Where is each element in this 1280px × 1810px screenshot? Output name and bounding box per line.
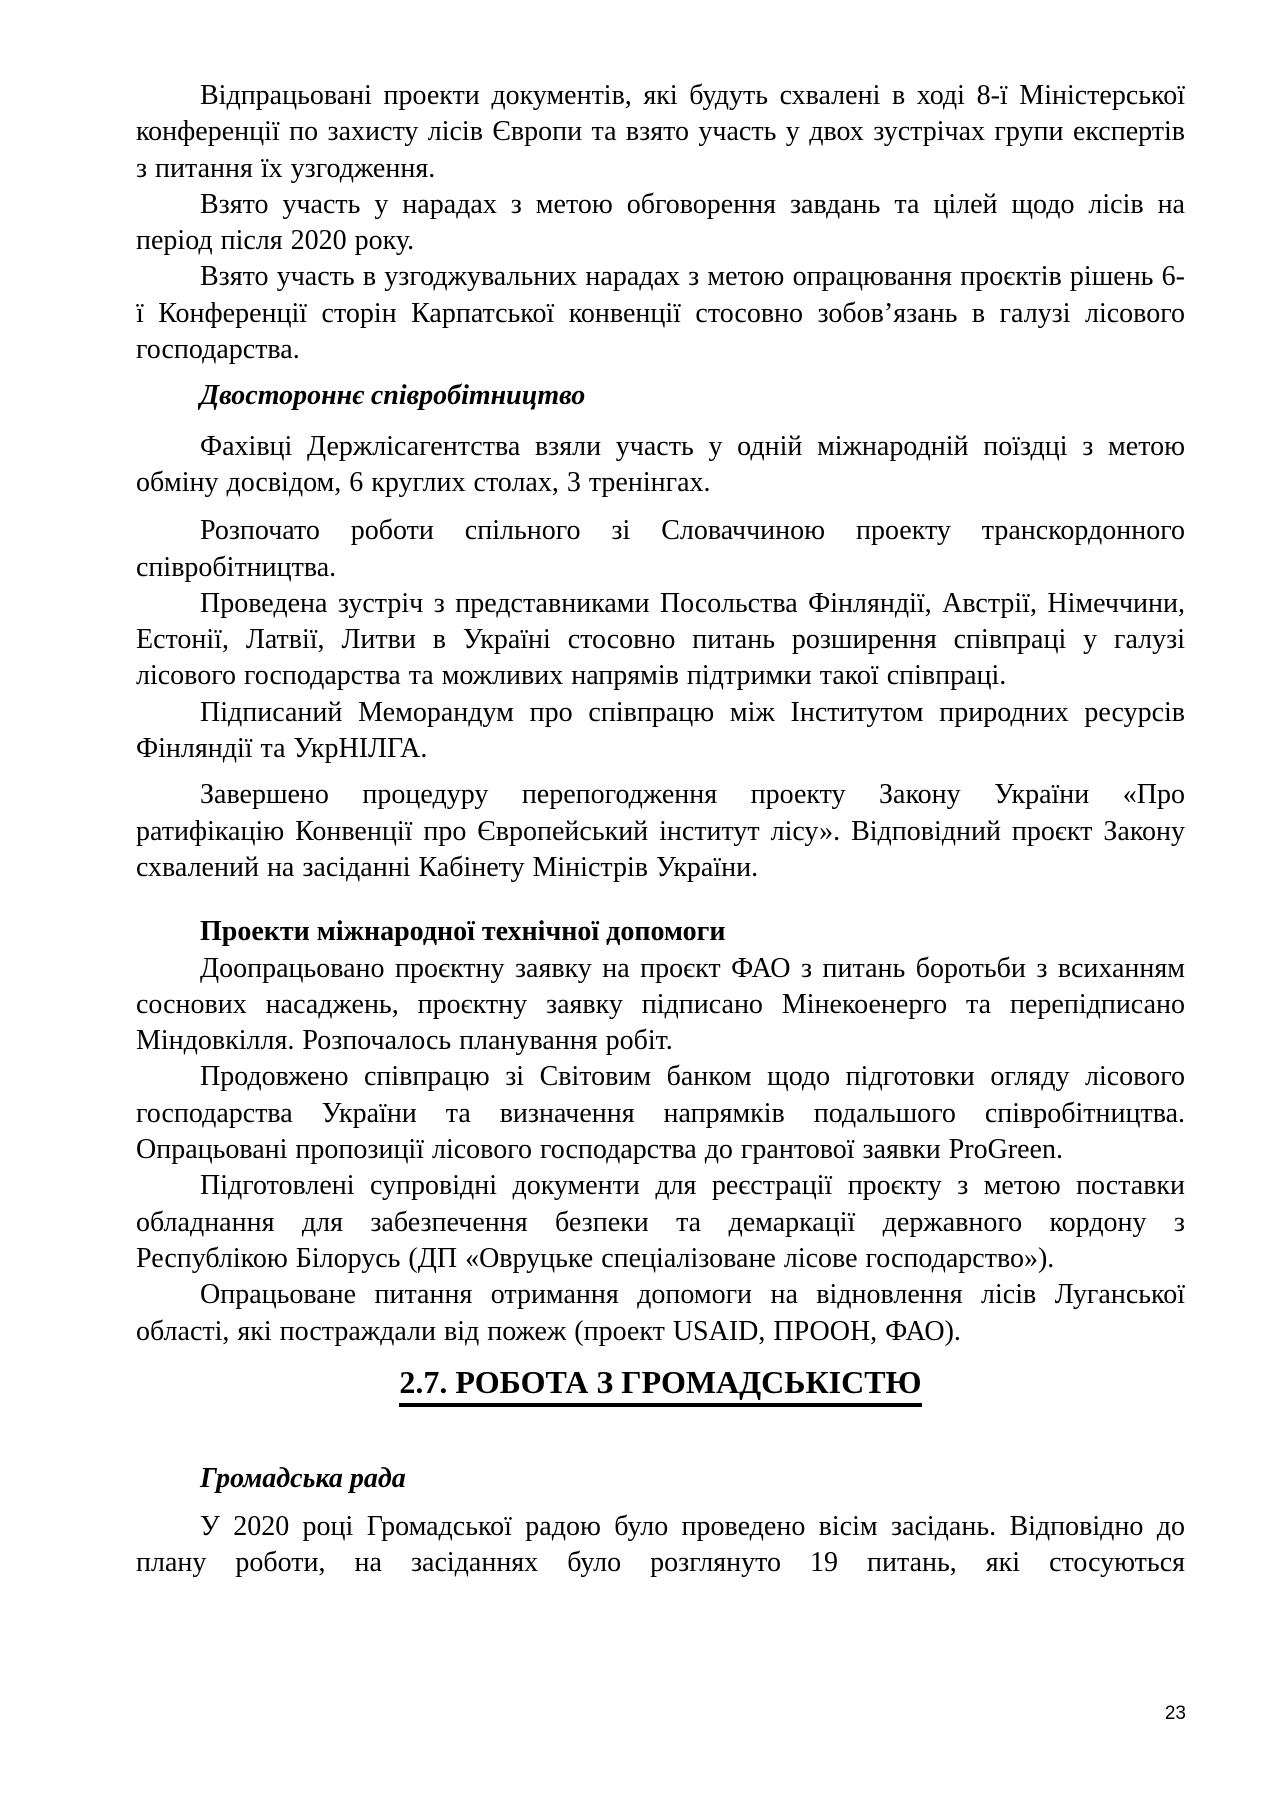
paragraph: Доопрацьовано проєктну заявку на проєкт ФАО з питань боротьби з всиханням соснових насаджень, проєктну заявку підписано Мінекоенерго та перепідписано Міндовкілля. Розпочалось планування робіт. <box>136 952 1185 1057</box>
paragraph: Проведена зустріч з представниками Посольства Фінляндії, Австрії, Німеччини, Естонії, Латвії, Литви в Україні стосовно питань розширення співпраці у галузі лісового господарства та можливих напрямів підтримки такої співпраці. <box>136 587 1185 692</box>
paragraph: Взято участь в узгоджувальних нарадах з метою опрацювання проєктів рішень 6-ї Конференції сторін Карпатської конвенції стосовно зобов’язань в галузі лісового господарства. <box>136 261 1185 366</box>
paragraph: Продовжено співпрацю зі Світовим банком щодо підготовки огляду лісового господарства України та визначення напрямків подальшого співробітництва. Опрацьовані пропозиції лісового господарства до грантової заявки ProGreen. <box>136 1061 1185 1166</box>
document-body <box>136 78 1185 1582</box>
subheading-technical-assistance-projects: Проекти міжнародної технічної допомоги <box>200 916 726 948</box>
paragraph: Завершено процедуру перепогодження проекту Закону України «Про ратифікацію Конвенції про Європейський інститут лісу». Відповідний проєкт Закону схвалений на засіданні Кабінету Міністрів України. <box>136 779 1185 883</box>
page-number: 23 <box>1164 1703 1186 1724</box>
subheading-bilateral-cooperation: Двостороннє співробітництво <box>200 380 586 412</box>
paragraph: Відпрацьовані проекти документів, які будуть схвалені в ході 8-ї Міністерської конференції по захисту лісів Європи та взято участь у двох зустрічах групи експертів з питання їх узгодження. <box>136 80 1185 184</box>
paragraph: Підготовлені супровідні документи для реєстрації проєкту з метою поставки обладнання для забезпечення безпеки та демаркації державного кордону з Республікою Білорусь (ДП «Овруцьке спеціалізоване лісове господарство»). <box>136 1170 1185 1274</box>
section-heading-2-7 <box>136 1360 1185 1405</box>
paragraph: У 2020 році Громадської радою було проведено вісім засідань. Відповідно до плану роботи, на засіданнях було розглянуто 19 питань, які стосуються <box>136 1511 1185 1579</box>
subheading-public-council: Громадська рада <box>200 1462 406 1494</box>
section-heading-text: 2.7. РОБОТА З ГРОМАДСЬКІСТЮ <box>399 1364 921 1407</box>
paragraph: Взято участь у нарадах з метою обговорення завдань та цілей щодо лісів на період після 2020 року. <box>136 188 1185 257</box>
paragraph: Розпочато роботи спільного зі Словаччиною проекту транскордонного співробітництва. <box>136 515 1185 583</box>
paragraph: Опрацьоване питання отримання допомоги на відновлення лісів Луганської області, які постраждали від пожеж (проект USAID, ПРООН, ФАО). <box>136 1279 1185 1347</box>
paragraph: Фахівці Держлісагентства взяли участь у одній міжнародній поїздці з метою обміну досвідом, 6 круглих столах, 3 тренінгах. <box>136 430 1185 498</box>
paragraph: Підписаний Меморандум про співпрацю між Інститутом природних ресурсів Фінляндії та УкрНІЛГА. <box>136 696 1185 765</box>
